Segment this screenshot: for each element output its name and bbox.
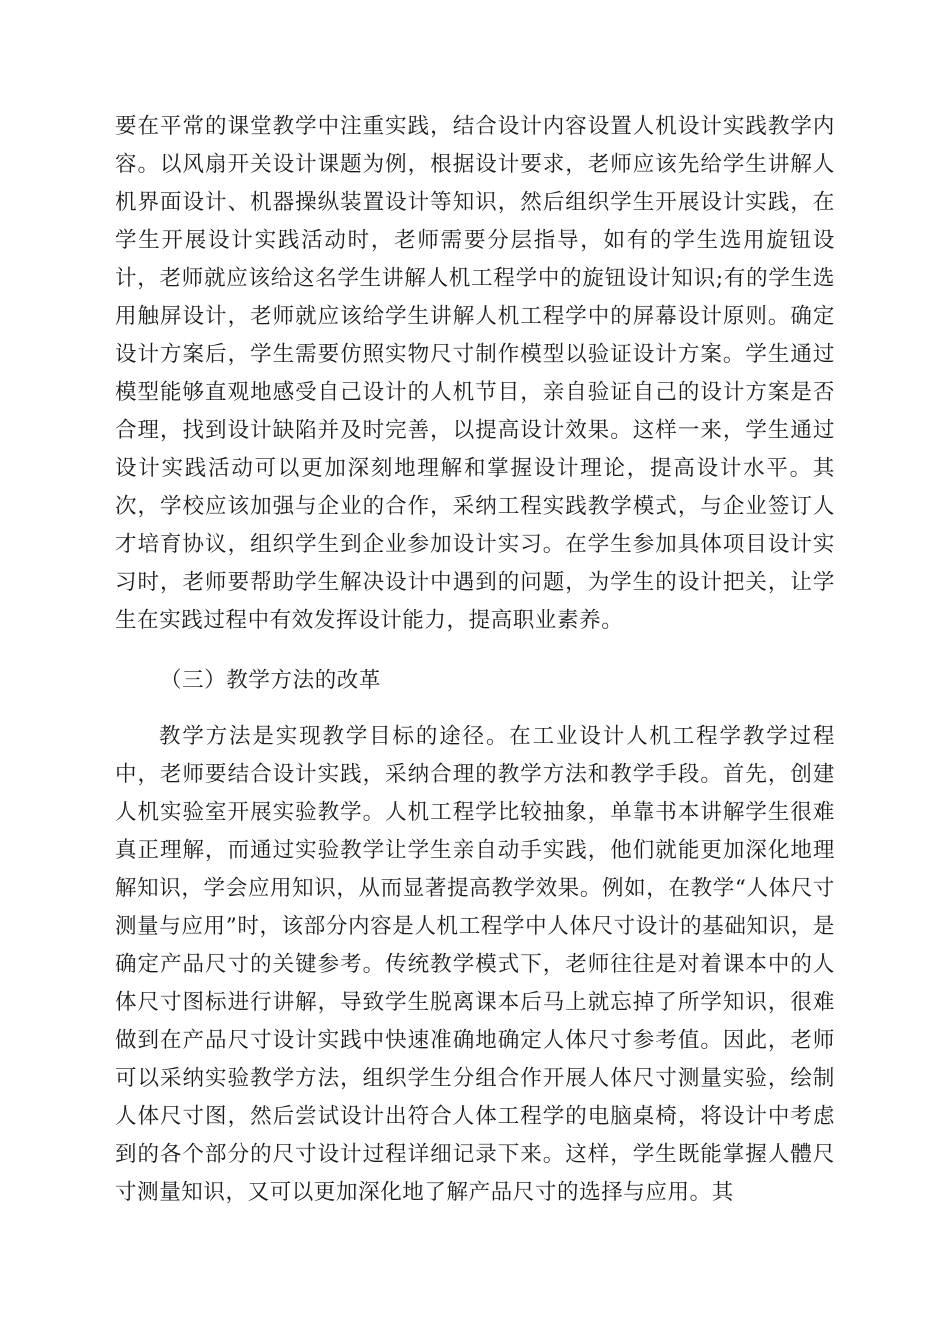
- body-paragraph-2: 教学方法是实现教学目标的途径。在工业设计人机工程学教学过程中，老师要结合设计实践，采纳合理的教学方法和教学手段。首先，创建人机实验室开展实验教学。人机工程学比较抽象，单靠书本讲解学生很难真正理解，而通过实验教学让学生亲自动手实践，他们就能更加深化地理解知识，学会应用知识，从而显著提高教学效果。例如，在教学“人体尺寸测量与应用”时，该部分内容是人机工程学中人体尺寸设计的基础知识，是确定产品尺寸的关键参考。传统教学模式下，老师往往是对着课本中的人体尺寸图标进行讲解，导致学生脱离课本后马上就忘掉了所学知识，很难做到在产品尺寸设计实践中快速准确地确定人体尺寸参考值。因此，老师可以采纳实验教学方法，组织学生分组合作开展人体尺寸测量实验，绘制人体尺寸图，然后尝试设计出符合人体工程学的电脑桌椅，将设计中考虑到的各个部分的尺寸设计过程详细记录下来。这样，学生既能掌握人體尺寸测量知识，又可以更加深化地了解产品尺寸的选择与应用。其: [115, 724, 835, 1205]
- section-heading: （三）教学方法的改革: [160, 668, 382, 693]
- body-paragraph-1: 要在平常的课堂教学中注重实践，结合设计内容设置人机设计实践教学内容。以风扇开关设计课题为例，根据设计要求，老师应该先给学生讲解人机界面设计、机器操纵装置设计等知识，然后组织学生开展设计实践，在学生开展设计实践活动时，老师需要分层指导，如有的学生选用旋钮设计，老师就应该给这名学生讲解人机工程学中的旋钮设计知识;有的学生选用触屏设计，老师就应该给学生讲解人机工程学中的屏幕设计原则。确定设计方案后，学生需要仿照实物尺寸制作模型以验证设计方案。学生通过模型能够直观地感受自己设计的人机节目，亲自验证自己的设计方案是否合理，找到设计缺陷并及时完善，以提高设计效果。这样一来，学生通过设计实践活动可以更加深刻地理解和掌握设计理论，提高设计水平。其次，学校应该加强与企业的合作，采纳工程实践教学模式，与企业签订人才培育协议，组织学生到企业参加设计实习。在学生参加具体项目设计实习时，老师要帮助学生解决设计中遇到的问题，为学生的设计把关，让学生在实践过程中有效发挥设计能力，提高职业素养。: [115, 114, 835, 633]
